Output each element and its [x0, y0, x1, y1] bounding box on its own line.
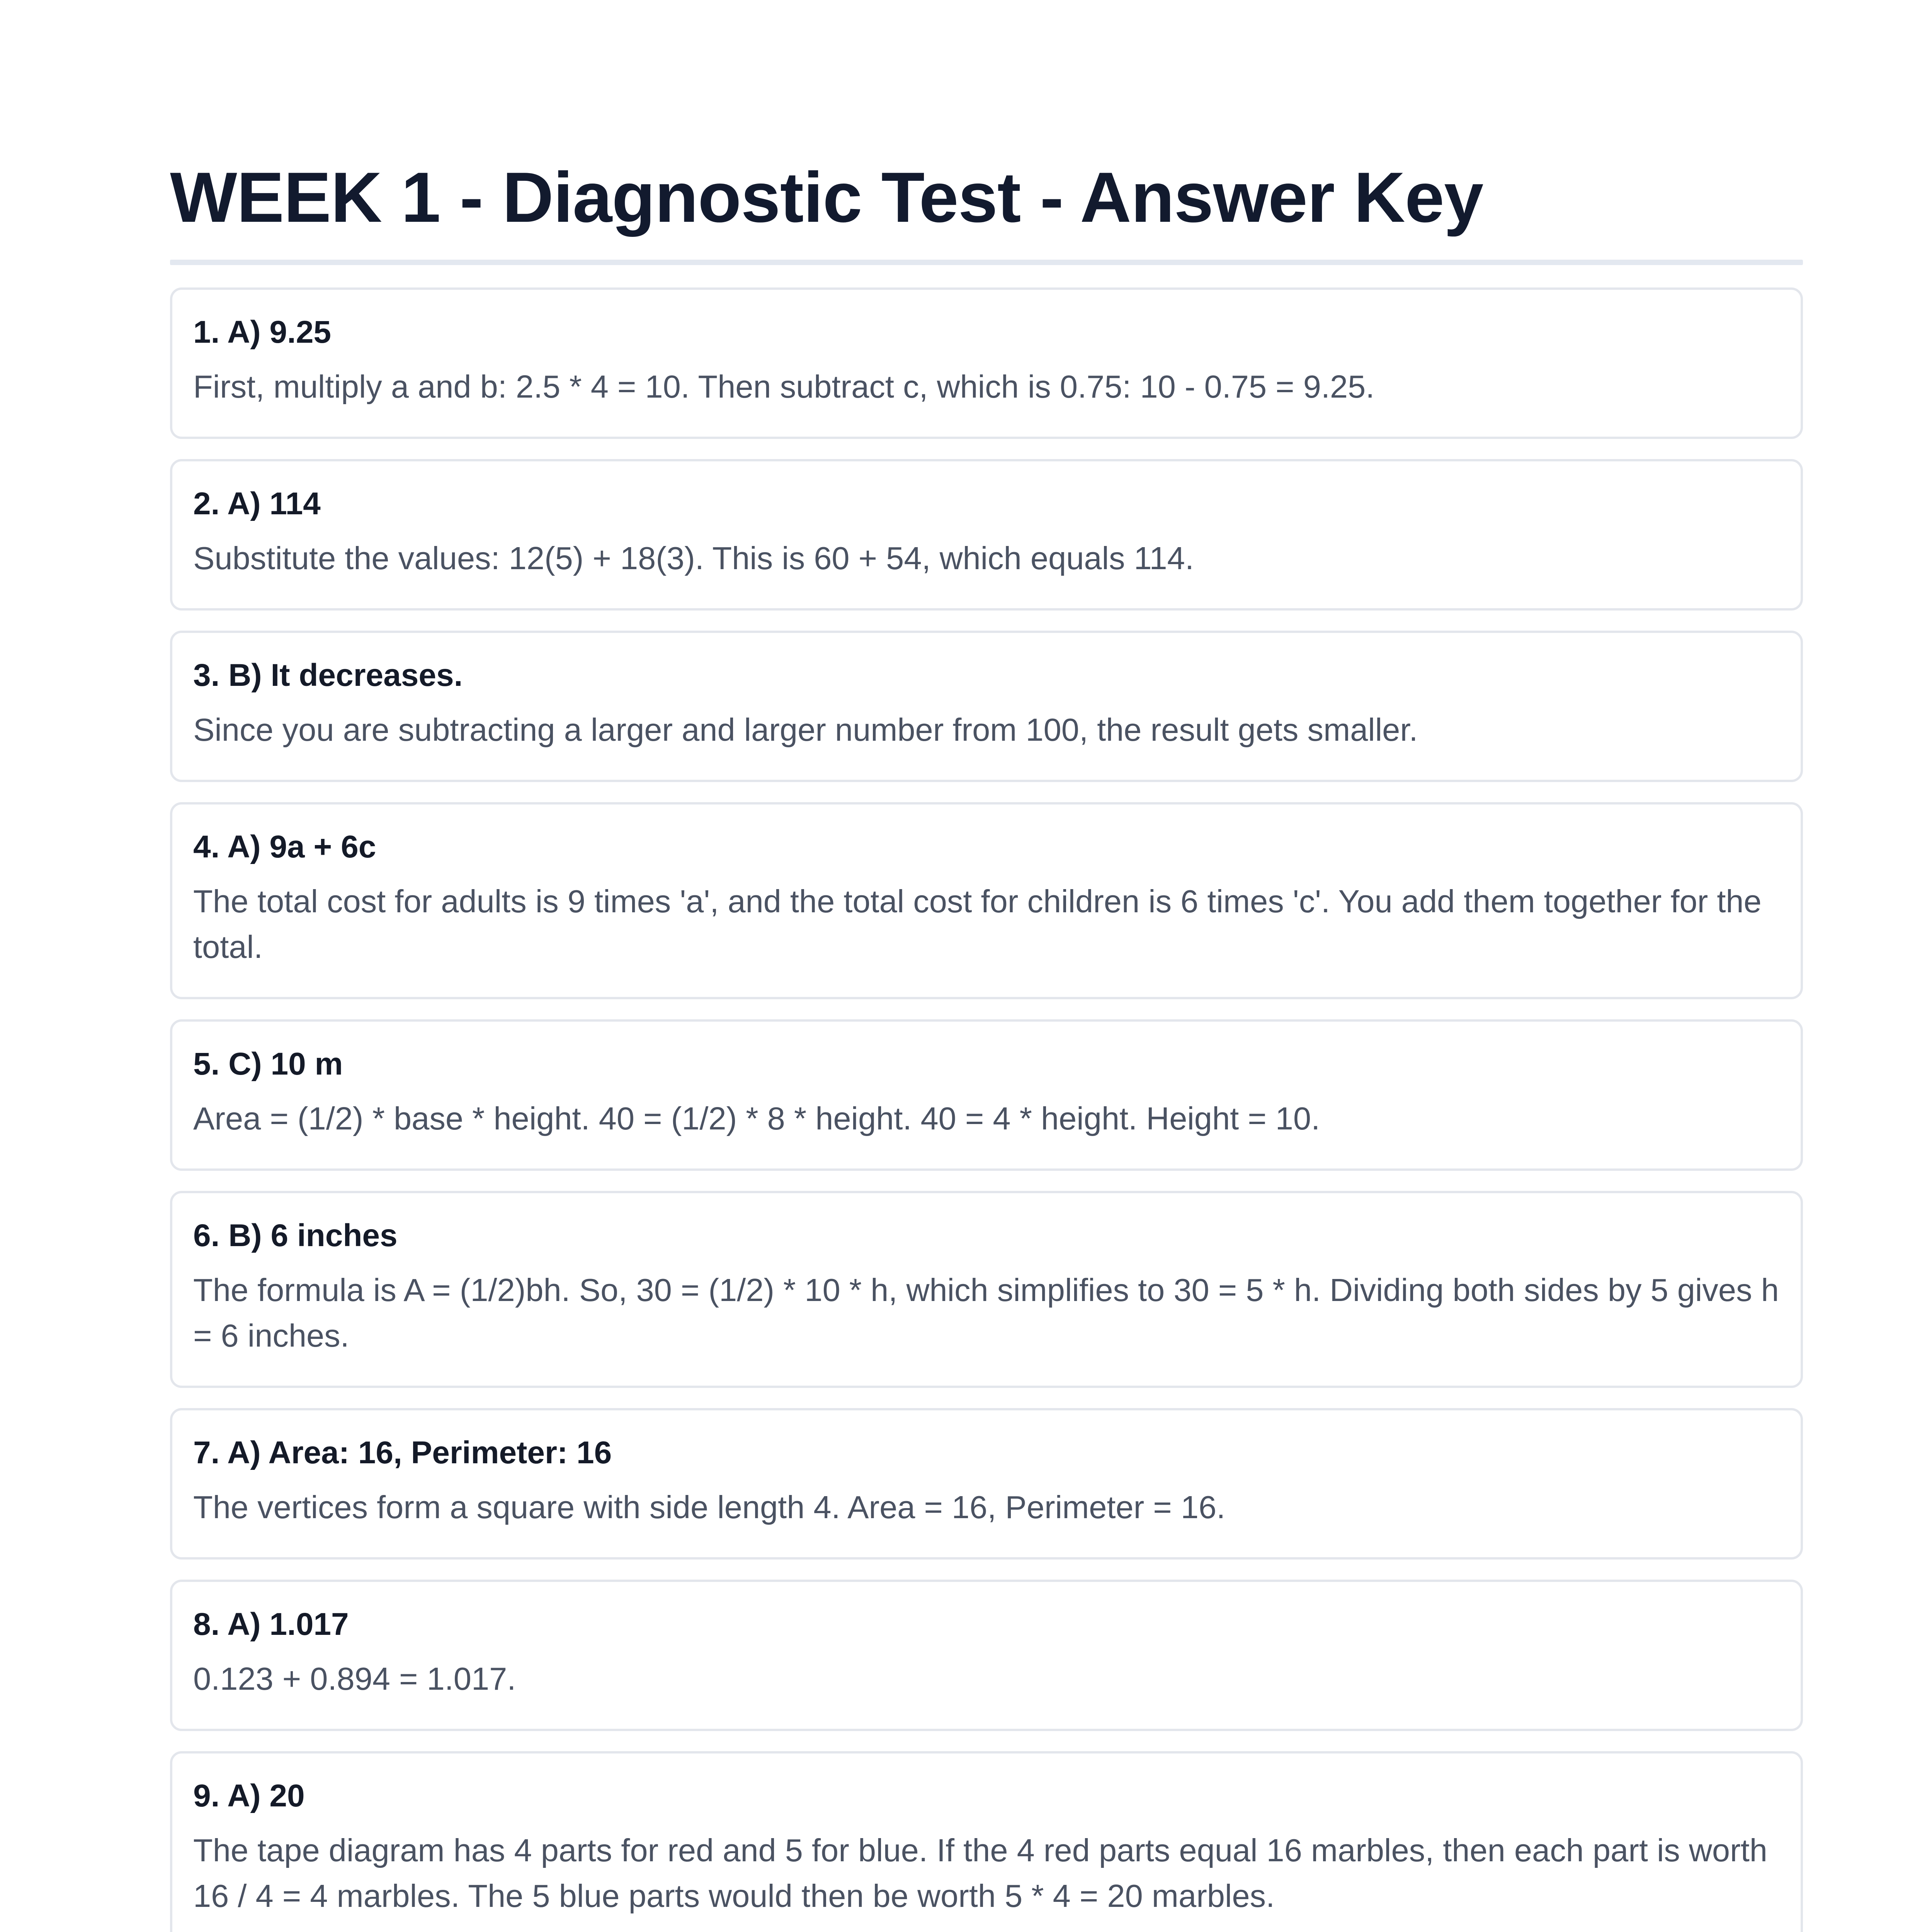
answer-heading: 1. A) 9.25 [193, 315, 332, 350]
answer-heading: 7. A) Area: 16, Perimeter: 16 [193, 1435, 612, 1470]
answer-heading: 6. B) 6 inches [193, 1218, 398, 1253]
answer-key-page [170, 0, 1803, 1932]
answer-heading: 5. C) 10 m [193, 1046, 343, 1082]
answer-card-7 [170, 1408, 1803, 1560]
answer-explanation: Area = (1/2) * base * height. 40 = (1/2) * 8 * height. 40 = 4 * height. Height = 10. [193, 1100, 1320, 1136]
answer-card-5 [170, 1019, 1803, 1171]
answer-heading: 3. B) It decreases. [193, 658, 463, 693]
answer-explanation: Since you are subtracting a larger and larger number from 100, the result gets smaller. [193, 712, 1418, 748]
answer-heading: 8. A) 1.017 [193, 1607, 349, 1642]
answer-card-6 [170, 1191, 1803, 1388]
answer-heading: 9. A) 20 [193, 1778, 305, 1813]
answer-explanation: 0.123 + 0.894 = 1.017. [193, 1661, 516, 1697]
answer-list [170, 287, 1803, 1932]
answer-heading: 4. A) 9a + 6c [193, 829, 376, 864]
answer-explanation: The tape diagram has 4 parts for red and 5 for blue. If the 4 red parts equal 16 marbles, then each part is worth 16 / 4 = 4 marbles. The 5 blue parts would then be worth 5 * 4 = 20 marbles. [193, 1832, 1767, 1914]
answer-card-1 [170, 287, 1803, 439]
answer-card-9 [170, 1751, 1803, 1932]
title-divider [170, 260, 1803, 265]
answer-explanation: Substitute the values: 12(5) + 18(3). This is 60 + 54, which equals 114. [193, 540, 1194, 576]
answer-card-3 [170, 631, 1803, 782]
answer-explanation: First, multiply a and b: 2.5 * 4 = 10. Then subtract c, which is 0.75: 10 - 0.75 = 9.25. [193, 369, 1375, 405]
answer-explanation: The vertices form a square with side length 4. Area = 16, Perimeter = 16. [193, 1489, 1226, 1525]
answer-explanation: The formula is A = (1/2)bh. So, 30 = (1/2) * 10 * h, which simplifies to 30 = 5 * h. Dividing both sides by 5 gives h = 6 inches. [193, 1272, 1779, 1354]
answer-card-2 [170, 459, 1803, 611]
page-title: WEEK 1 - Diagnostic Test - Answer Key [170, 157, 1483, 237]
answer-card-8 [170, 1580, 1803, 1731]
answer-card-4 [170, 802, 1803, 999]
answer-heading: 2. A) 114 [193, 486, 321, 521]
answer-explanation: The total cost for adults is 9 times 'a', and the total cost for children is 6 times 'c'. You add them together for the total. [193, 883, 1762, 965]
